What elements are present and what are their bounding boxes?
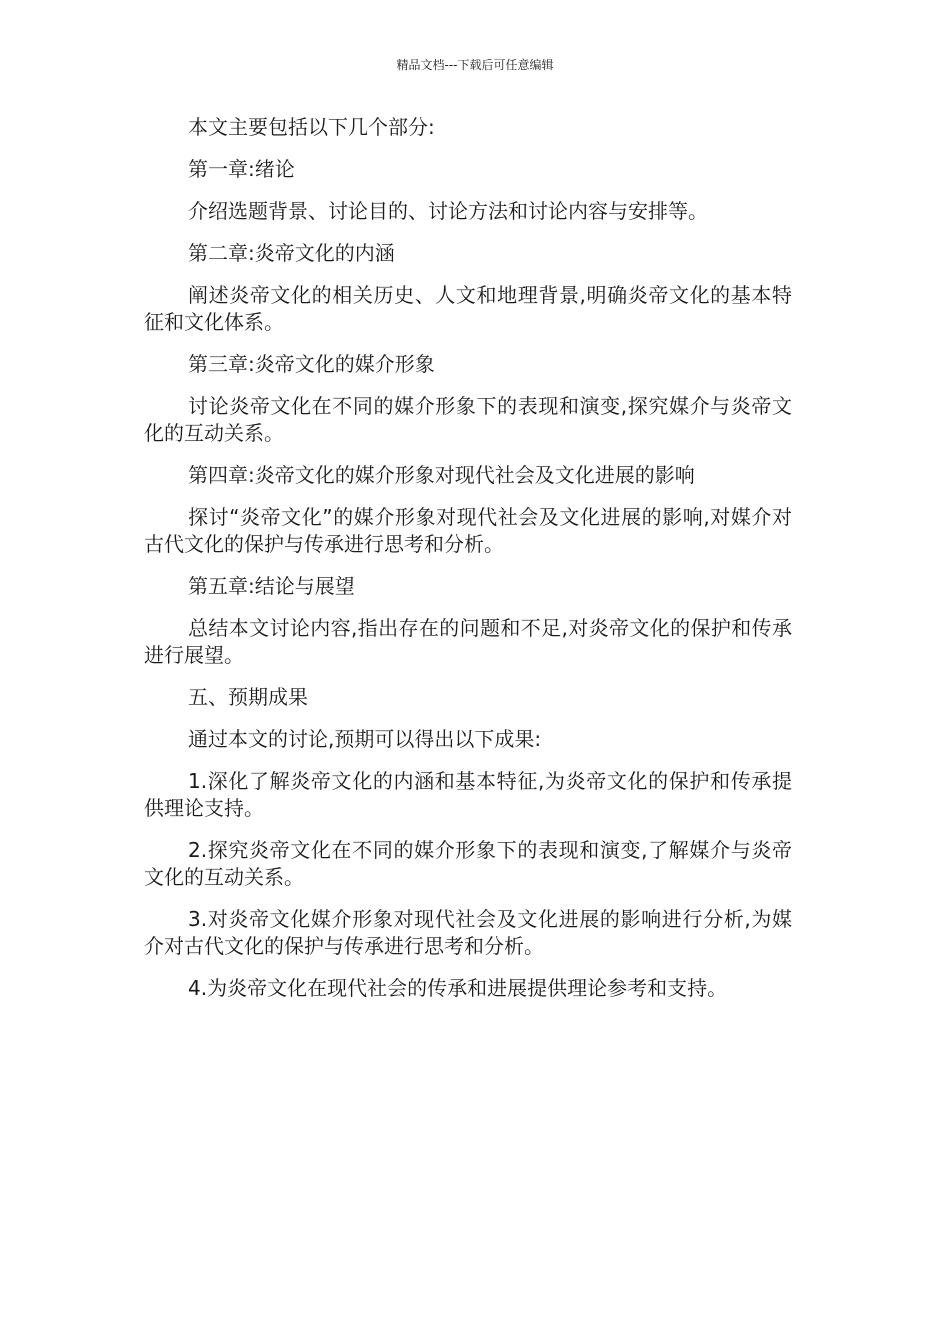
- paragraph-intro: 本文主要包括以下几个部分:: [188, 115, 435, 139]
- chapter-1-heading: 第一章:绪论: [188, 157, 295, 181]
- chapter-5-description: 总结本文讨论内容,指出存在的问题和不足,对炎帝文化的保护和传承进行展望。: [144, 616, 792, 667]
- chapter-1-description: 介绍选题背景、讨论目的、讨论方法和讨论内容与安排等。: [188, 199, 708, 223]
- chapter-2-heading: 第二章:炎帝文化的内涵: [188, 241, 395, 265]
- chapter-2-description: 阐述炎帝文化的相关历史、人文和地理背景,明确炎帝文化的基本特征和文化体系。: [144, 283, 792, 334]
- expected-result-4: 4.为炎帝文化在现代社会的传承和进展提供理论参考和支持。: [188, 976, 728, 1000]
- chapter-5-heading: 第五章:结论与展望: [188, 574, 355, 598]
- expected-result-3: 3.对炎帝文化媒介形象对现代社会及文化进展的影响进行分析,为媒介对古代文化的保护与传承进行思考和分析。: [144, 907, 792, 958]
- section-5-heading: 五、预期成果: [188, 685, 308, 709]
- chapter-4-description: 探讨“炎帝文化”的媒介形象对现代社会及文化进展的影响,对媒介对古代文化的保护与传承进行思考和分析。: [144, 505, 792, 556]
- chapter-3-description: 讨论炎帝文化在不同的媒介形象下的表现和演变,探究媒介与炎帝文化的互动关系。: [144, 394, 792, 445]
- expected-results-intro: 通过本文的讨论,预期可以得出以下成果:: [188, 727, 542, 751]
- chapter-4-heading: 第四章:炎帝文化的媒介形象对现代社会及文化进展的影响: [188, 463, 695, 487]
- expected-result-1: 1.深化了解炎帝文化的内涵和基本特征,为炎帝文化的保护和传承提供理论支持。: [144, 769, 792, 820]
- page-header: 精品文档---下载后可任意编辑: [396, 58, 554, 72]
- document-body: [144, 114, 792, 1017]
- expected-result-2: 2.探究炎帝文化在不同的媒介形象下的表现和演变,了解媒介与炎帝文化的互动关系。: [144, 838, 792, 889]
- chapter-3-heading: 第三章:炎帝文化的媒介形象: [188, 352, 435, 376]
